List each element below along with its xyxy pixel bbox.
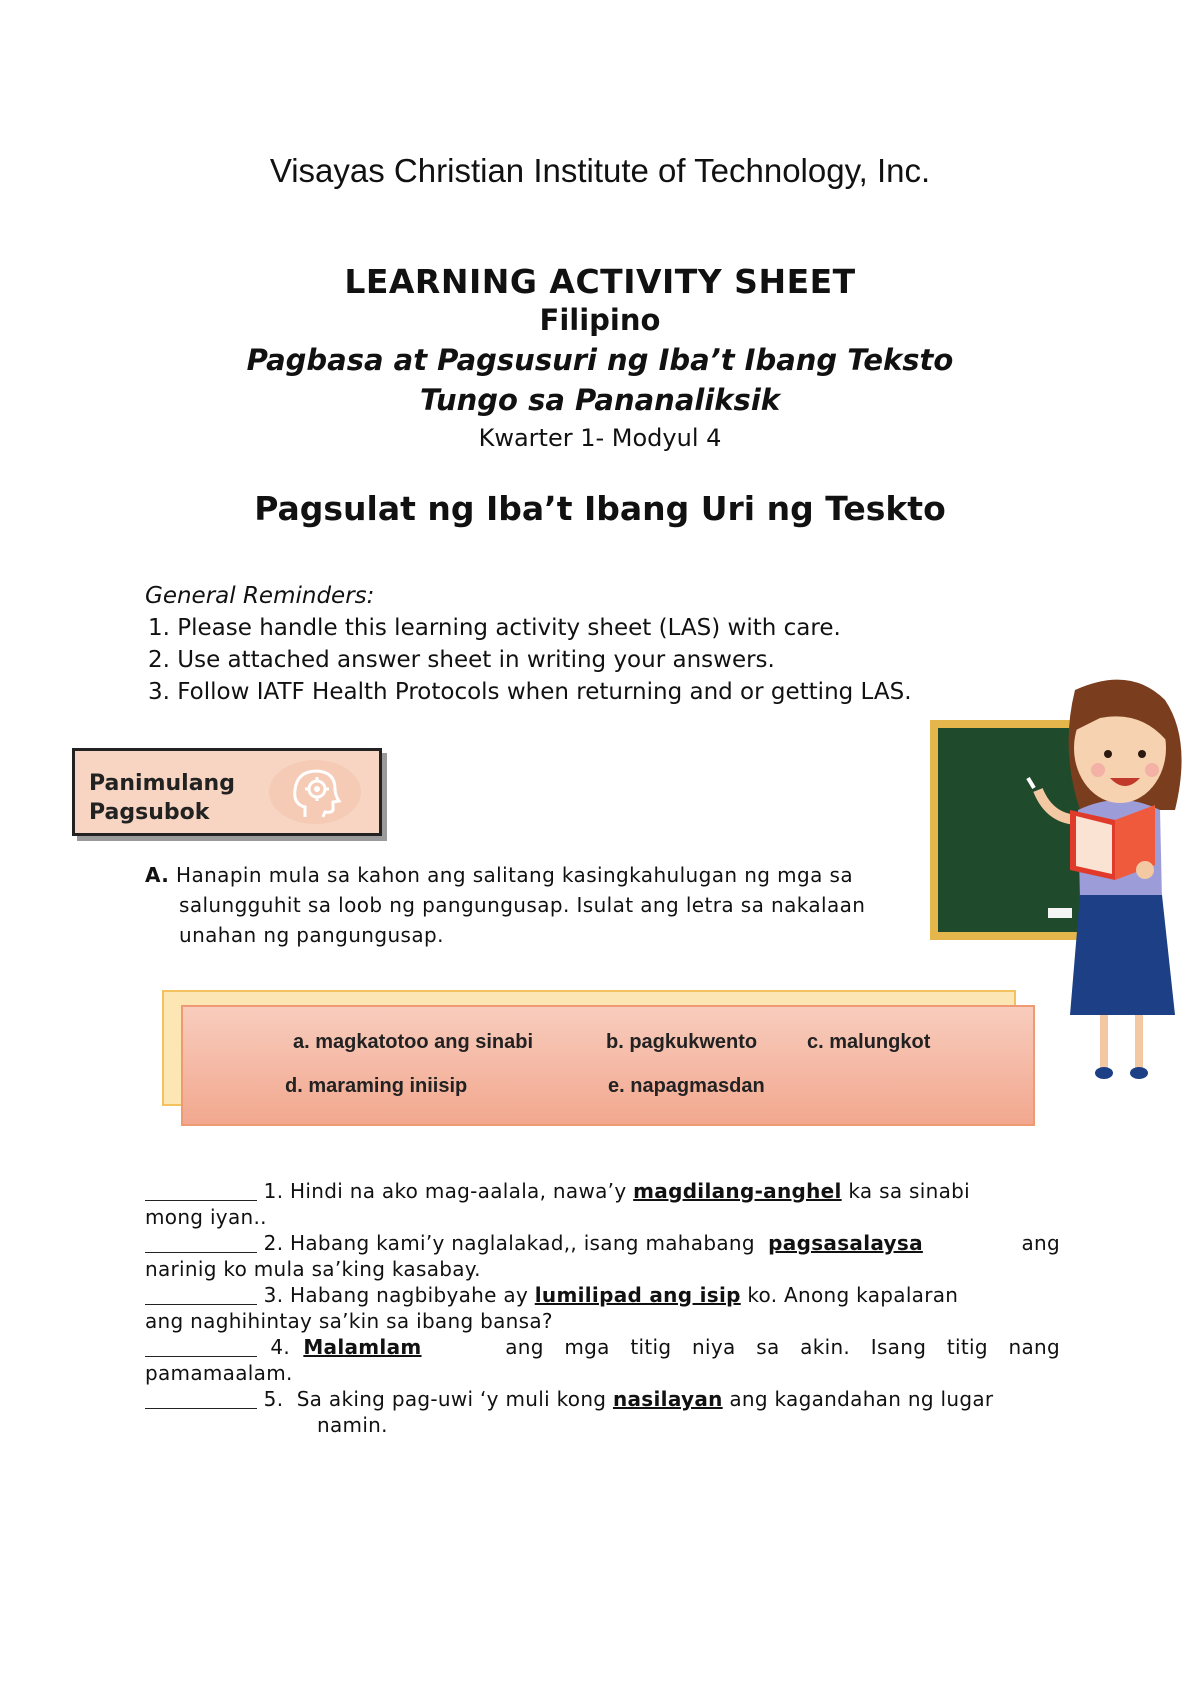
subject: Filipino (539, 303, 661, 337)
underlined-word: Malamlam (303, 1335, 422, 1359)
instruction-a (145, 860, 945, 950)
list-item (145, 1178, 1060, 1230)
institute-name: Visayas Christian Institute of Technology, Inc. (269, 152, 931, 189)
chalk-icon (1048, 908, 1072, 918)
section-label-line2: Pagsubok (89, 800, 210, 825)
answer-blank[interactable] (145, 1284, 257, 1305)
section-label-line1: Panimulang (89, 771, 235, 796)
underlined-word: lumilipad ang isip (534, 1283, 741, 1307)
choice-a: a. magkatotoo ang sinabi (293, 1031, 534, 1053)
underlined-word: magdilang-anghel (633, 1179, 842, 1203)
choice-c: c. malungkot (807, 1031, 931, 1053)
item-text: Sa aking pag-uwi ‘y muli kong (296, 1387, 607, 1411)
item-number: 4. (270, 1335, 291, 1359)
instruction-lead: A. (145, 863, 170, 887)
item-number: 3. (263, 1283, 284, 1307)
item-text: Habang nagbibyahe ay (290, 1283, 529, 1307)
answer-blank[interactable] (145, 1232, 257, 1253)
list-item (145, 1386, 1060, 1438)
sheet-title: LEARNING ACTIVITY SHEET (344, 262, 856, 301)
item-continuation: ang naghihintay sa’kin sa ibang bansa? (145, 1309, 553, 1333)
item-text: ang kagandahan ng lugar (729, 1387, 994, 1411)
item-number: 2. (263, 1231, 284, 1255)
answer-blank[interactable] (145, 1336, 257, 1357)
quarter-module: Kwarter 1- Modyul 4 (478, 424, 722, 452)
choices-box (181, 1005, 1035, 1126)
general-reminders (145, 580, 912, 708)
item-continuation: namin. (317, 1413, 388, 1437)
instruction-line1: Hanapin mula sa kahon ang salitang kasingkahulugan ng mga sa (176, 863, 854, 887)
answer-blank[interactable] (145, 1388, 257, 1409)
list-item (145, 1282, 1060, 1334)
item-text: ka sa sinabi (848, 1179, 970, 1203)
item-text: Habang kami’y naglalakad,, isang mahabang (290, 1231, 755, 1255)
instruction-line3: unahan ng pangungusap. (179, 923, 444, 947)
list-item (145, 1334, 1060, 1386)
underlined-word: pagsasalaysa (768, 1231, 923, 1255)
module-title: Pagsulat ng Iba’t Ibang Uri ng Teskto (254, 489, 946, 528)
item-continuation: pamamaalam. (145, 1361, 293, 1385)
question-list (145, 1178, 1060, 1438)
answer-blank[interactable] (145, 1180, 257, 1201)
choice-e: e. napagmasdan (608, 1075, 765, 1097)
section-label-panimulang-pagsubok (72, 748, 382, 836)
reminder-item: 1. Please handle this learning activity sheet (LAS) with care. (148, 615, 841, 641)
reminder-item: 2. Use attached answer sheet in writing your answers. (148, 647, 775, 673)
course-title-line2: Tungo sa Pananaliksik (419, 383, 781, 417)
instruction-line2: salungguhit sa loob ng pangungusap. Isulat ang letra sa nakalaan (179, 893, 866, 917)
choice-d: d. maraming iniisip (285, 1075, 468, 1097)
course-title-line1: Pagbasa at Pagsusuri ng Iba’t Ibang Teksto (246, 343, 954, 377)
item-text: ang (1021, 1231, 1060, 1255)
reminder-item: 3. Follow IATF Health Protocols when returning and or getting LAS. (148, 679, 912, 705)
item-text: ko. Anong kapalaran (747, 1283, 959, 1307)
head-gear-icon (265, 757, 365, 827)
choice-b: b. pagkukwento (606, 1031, 758, 1053)
underlined-word: nasilayan (612, 1387, 723, 1411)
item-continuation: narinig ko mula sa’king kasabay. (145, 1257, 481, 1281)
list-item (145, 1230, 1060, 1282)
item-text: ang mga titig niya sa akin. Isang titig nang (505, 1335, 1060, 1359)
item-text: Hindi na ako mag-aalala, nawa’y (290, 1179, 627, 1203)
reminders-heading: General Reminders: (145, 583, 375, 609)
item-continuation: mong iyan.. (145, 1205, 267, 1229)
item-number: 1. (263, 1179, 284, 1203)
teacher-chalkboard-illustration (930, 670, 1200, 1090)
item-number: 5. (263, 1387, 284, 1411)
